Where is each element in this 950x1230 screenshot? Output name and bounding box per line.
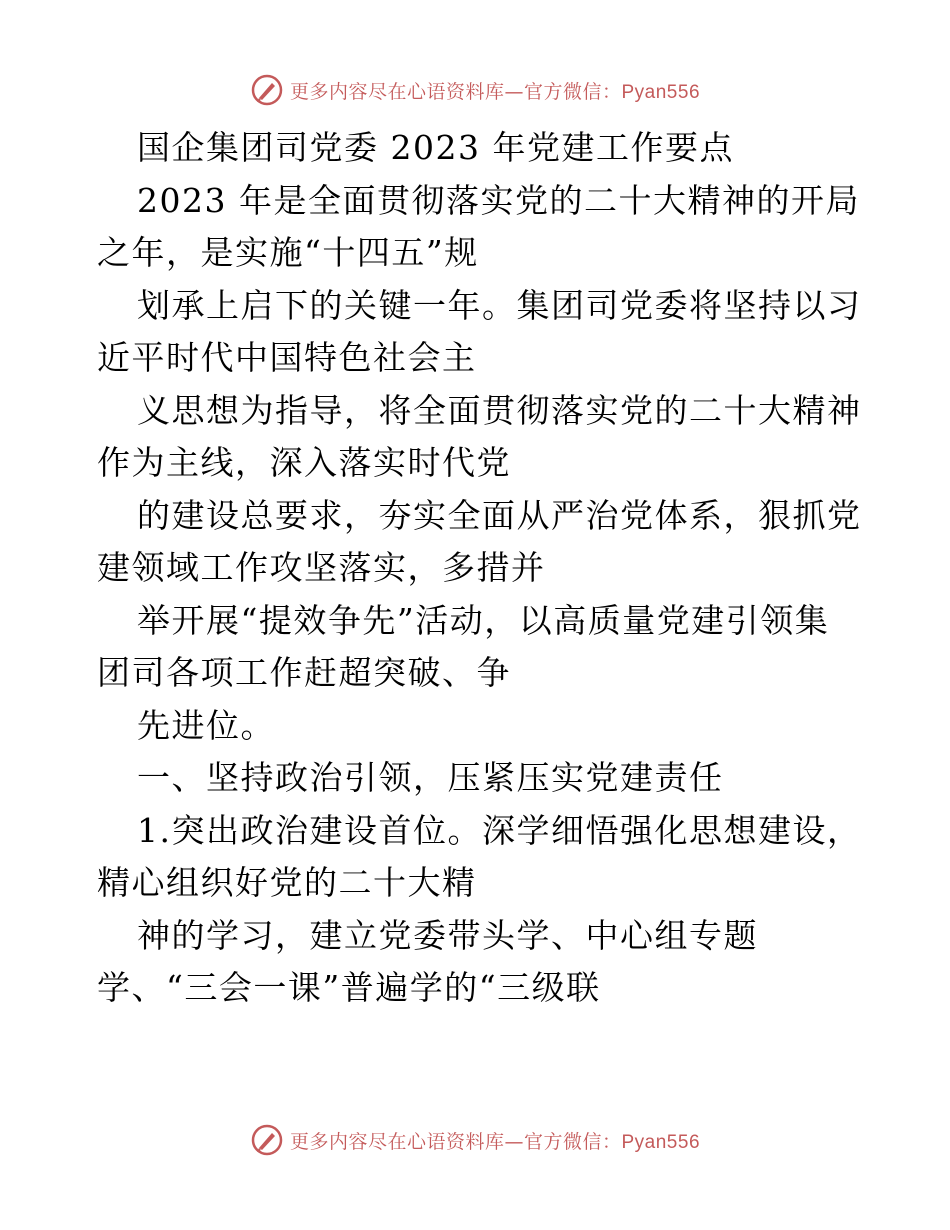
pen-circle-logo-icon	[250, 1123, 284, 1157]
section-heading: 一、坚持政治引领，压紧压实党建责任	[137, 758, 724, 797]
paragraph-line: 2023 年是全面贯彻落实党的二十大精神的开局	[137, 180, 860, 220]
paragraph-line: 作为主线，深入落实时代党	[97, 443, 511, 482]
paragraph-line: 先进位。	[137, 705, 275, 745]
header-watermark-banner	[0, 70, 950, 110]
banner-separator: —	[504, 80, 524, 103]
banner-main-text: 更多内容尽在心语资料库	[289, 80, 505, 103]
paragraph-line: 建领域工作攻坚落实，多措并	[97, 548, 546, 587]
paragraph-line: 精心组织好党的二十大精	[97, 863, 477, 902]
banner-text	[290, 1127, 700, 1154]
paragraph-line: 举开展“提效争先”活动，以高质量党建引领集	[137, 600, 830, 640]
banner-text	[290, 77, 700, 104]
paragraph-line: 神的学习，建立党委带头学、中心组专题	[137, 915, 758, 955]
paragraph-line: 近平时代中国特色社会主	[97, 338, 477, 377]
paragraph-line: 的建设总要求，夯实全面从严治党体系，狠抓党	[137, 495, 862, 535]
paragraph-line: 学、“三会一课”普遍学的“三级联	[97, 968, 601, 1007]
banner-main-text: 更多内容尽在心语资料库	[289, 1130, 505, 1153]
document-title: 国企集团司党委 2023 年党建工作要点	[137, 128, 734, 167]
banner-separator: —	[504, 1130, 524, 1153]
banner-wechat-label: 官方微信：	[523, 1130, 622, 1153]
document-body	[97, 122, 862, 1015]
banner-wechat-label: 官方微信：	[523, 80, 622, 103]
paragraph-line: 1.突出政治建设首位。深学细悟强化思想建设，	[137, 810, 862, 850]
paragraph-line: 团司各项工作赶超突破、争	[97, 653, 511, 692]
paragraph-line: 之年，是实施“十四五”规	[97, 233, 479, 272]
banner-wechat-id: Pyan556	[621, 1131, 701, 1153]
paragraph-line: 划承上启下的关键一年。集团司党委将坚持以习	[137, 285, 862, 325]
footer-watermark-banner	[0, 1120, 950, 1160]
banner-wechat-id: Pyan556	[621, 81, 701, 103]
pen-circle-logo-icon	[250, 73, 284, 107]
paragraph-line: 义思想为指导，将全面贯彻落实党的二十大精神	[137, 390, 862, 430]
